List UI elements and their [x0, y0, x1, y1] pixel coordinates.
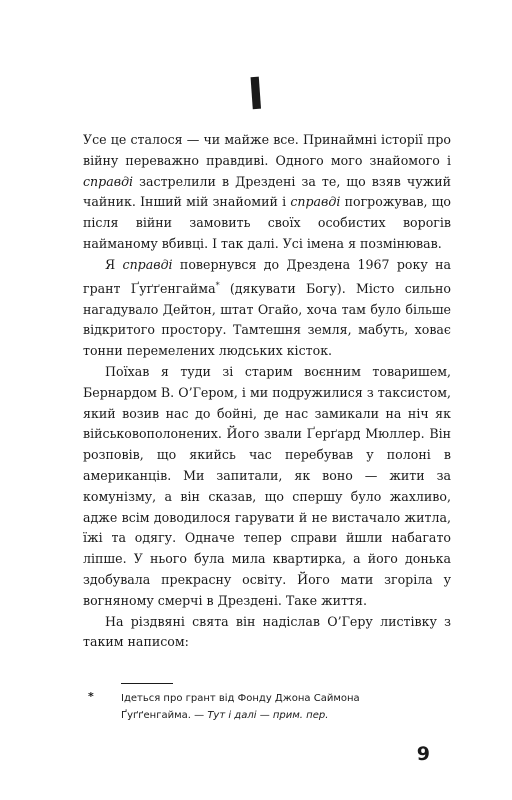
footnote-reference[interactable]: *	[215, 280, 220, 290]
paragraph-2-text-a: Я	[105, 256, 123, 272]
paragraph-1	[83, 130, 451, 255]
chapter-number: I	[246, 68, 266, 121]
paragraph-2	[83, 255, 451, 362]
paragraph-1-text-c: застрелили в Дрездені за те, що взяв чужий чайник. Інший мій знайомий і	[83, 173, 451, 210]
footnote-text-main: Ідеться про грант від Фонду Джона Саймона Ґуґґенгайма. —	[121, 693, 360, 721]
footnote-italic-1: Тут і далі	[207, 710, 257, 721]
paragraph-2-emphasis: справді	[122, 256, 173, 272]
paragraph-1-emphasis-2: справді	[290, 194, 341, 210]
footnote-dash: —	[256, 710, 273, 721]
footnote-text	[121, 690, 428, 724]
footnote-divider	[121, 683, 173, 684]
body-text	[83, 130, 451, 653]
footnote	[88, 690, 428, 724]
paragraph-1-text-e: погрожував, що після війни замовить своїх особистих ворогів найманому вбивці. І так далі. Усі імена я позмінював.	[83, 194, 451, 251]
paragraph-4: На різдвяні свята він надіслав О’Геру листівку з таким написом:	[83, 613, 451, 650]
footnote-mark: *	[88, 690, 94, 703]
paragraph-3: Поїхав я туди зі старим воєнним товаришем, Бернардом В. О’Гером, і ми подружилися з таксистом, який возив нас до бойні, де нас замикали на ніч як військовополонених. Його звали Ґерґард Мюллер. Він розповів, що якийсь час перебував у полоні в американців. Ми запитали, як воно — жити за комунізму, а він сказав, що спершу було жахливо, адже всім доводилося гарувати й не вистачало житла, їжі та одягу. Одначе тепер справи йшли набагато ліпше. У нього була мила квартирка, а його донька здобувала прекрасну освіту. Його мати згоріла у вогняному смерчі в Дрездені. Таке життя.	[83, 363, 451, 608]
paragraph-2-text-c: повернувся до Дрездена 1967 року на грант Ґуґґенгайма	[83, 256, 451, 296]
footnote-italic-2: прим. пер.	[272, 710, 329, 721]
paragraph-1-text-a: Усе це сталося — чи майже все. Принаймні історії про війну переважно правдиві. Одного мого знайомого і	[83, 132, 451, 168]
paragraph-1-emphasis-1: справді	[83, 173, 134, 189]
paragraph-2-text-d: (дякувати Богу). Місто сильно нагадувало Дейтон, штат Огайо, хоча там було більше відкритого простору. Тамтешня земля, мабуть, ховає тонни перемелених людських кісток.	[83, 280, 452, 359]
page-number: 9	[416, 743, 430, 765]
